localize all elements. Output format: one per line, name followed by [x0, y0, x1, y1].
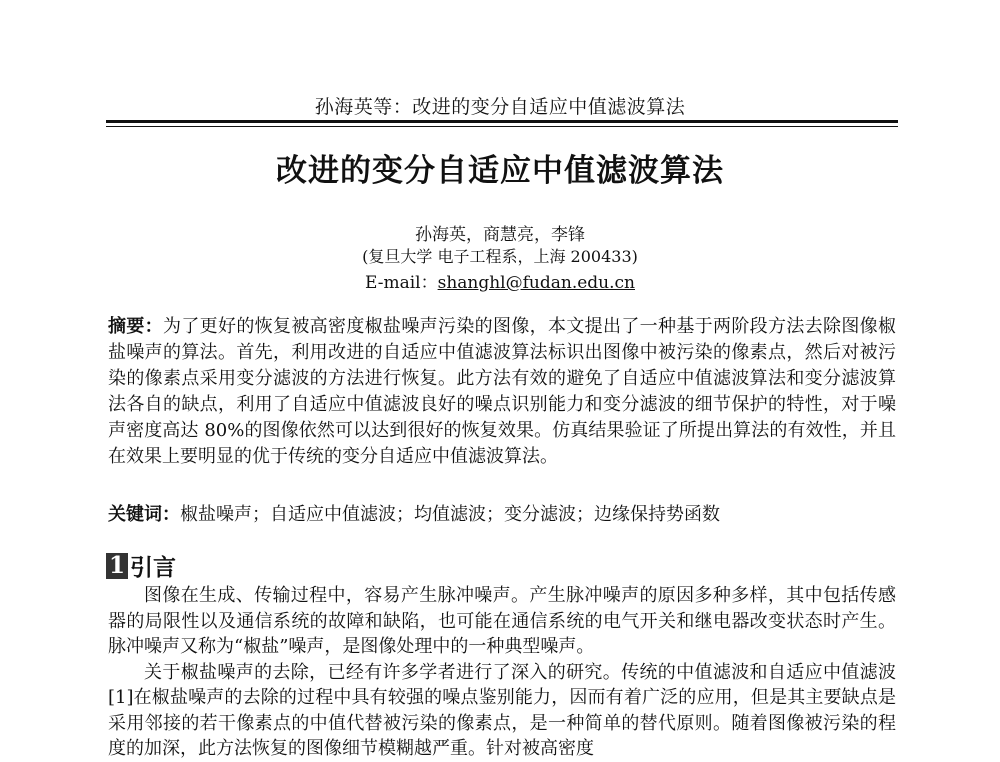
- email-label: E-mail：: [364, 273, 438, 293]
- authors: 孙海英，商慧亮，李锋: [415, 225, 585, 245]
- running-head: 孙海英等：改进的变分自适应中值滤波算法: [314, 96, 686, 118]
- email-line: [0, 268, 1000, 293]
- section-body: [108, 583, 896, 762]
- section-number: 1: [106, 553, 128, 579]
- section-title: 引言: [130, 554, 177, 581]
- keywords-text: 椒盐噪声；自适应中值滤波；均值滤波；变分滤波；边缘保持势函数: [180, 504, 720, 525]
- abstract-label: 摘要：: [108, 316, 163, 337]
- email-link[interactable]: shanghl@fudan.edu.cn: [437, 273, 635, 293]
- paragraph: 关于椒盐噪声的去除，已经有许多学者进行了深入的研究。传统的中值滤波和自适应中值滤波[1]在椒盐噪声的去除的过程中具有较强的噪点鉴别能力，因而有着广泛的应用，但是其主要缺点是采用邻接的若干像素点的中值代替被污染的像素点，是一种简单的替代原则。随着图像被污染的程度的加深，此方法恢复的图像细节模糊越严重。针对被高密度: [108, 661, 896, 759]
- paper-title: 改进的变分自适应中值滤波算法: [276, 153, 724, 189]
- keywords: [108, 502, 896, 528]
- header-rule-thin: [106, 126, 898, 127]
- abstract: [108, 314, 896, 470]
- keywords-label: 关键词：: [108, 504, 180, 525]
- paragraph: 图像在生成、传输过程中，容易产生脉冲噪声。产生脉冲噪声的原因多种多样，其中包括传感器的局限性以及通信系统的故障和缺陷，也可能在通信系统的电气开关和继电器改变状态时产生。脉冲噪声又称为“椒盐”噪声，是图像处理中的一种典型噪声。: [108, 585, 896, 657]
- abstract-text: 为了更好的恢复被高密度椒盐噪声污染的图像，本文提出了一种基于两阶段方法去除图像椒盐噪声的算法。首先，利用改进的自适应中值滤波算法标识出图像中被污染的像素点，然后对被污染的像素点采用变分滤波的方法进行恢复。此方法有效的避免了自适应中值滤波算法和变分滤波算法各自的缺点，利用了自适应中值滤波良好的噪点识别能力和变分滤波的细节保护的特性，对于噪声密度高达 80%的图像依然可以达到很好的恢复效果。仿真结果验证了所提出算法的有效性，并且在效果上要明显的优于传统的变分自适应中值滤波算法。: [108, 316, 896, 467]
- section-heading: [106, 549, 176, 582]
- affiliation: (复旦大学 电子工程系，上海 200433): [362, 247, 638, 266]
- header-rule-thick: [106, 120, 898, 123]
